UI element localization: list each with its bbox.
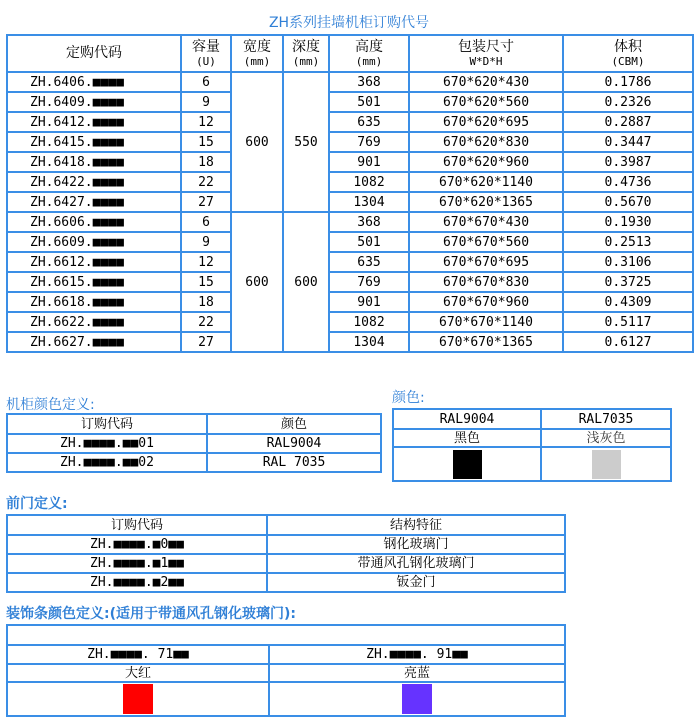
trim-color-code-blue: ZH.■■■■. 91■■ (269, 645, 565, 664)
cabinet-color-table (6, 413, 382, 473)
capacity-cell: 18 (181, 152, 231, 172)
depth-cell: 550 (283, 72, 329, 212)
colors-table (392, 408, 672, 482)
width-cell: 600 (231, 72, 283, 212)
volume-cell: 0.5670 (563, 192, 693, 212)
main-header-cell (329, 35, 409, 72)
order-code-cell: ZH.6412.■■■■ (7, 112, 181, 132)
main-header-unit: (U) (196, 55, 216, 68)
volume-cell: 0.3106 (563, 252, 693, 272)
order-code-cell: ZH.6409.■■■■ (7, 92, 181, 112)
volume-cell: 0.4309 (563, 292, 693, 312)
table-row (7, 232, 693, 252)
depth-cell: 600 (283, 212, 329, 352)
main-order-table (6, 34, 694, 353)
order-code-cell: ZH.6418.■■■■ (7, 152, 181, 172)
main-header-cell (409, 35, 563, 72)
height-cell: 501 (329, 92, 409, 112)
package-size-cell: 670*620*960 (409, 152, 563, 172)
cabinet-color-code: ZH.■■■■.■■02 (7, 453, 207, 472)
front-door-table (6, 514, 566, 593)
height-cell: 368 (329, 212, 409, 232)
front-door-code: ZH.■■■■.■0■■ (7, 535, 267, 554)
order-code-cell: ZH.6609.■■■■ (7, 232, 181, 252)
front-door-section-title: 前门定义: (6, 496, 68, 512)
color-name-light-gray: 浅灰色 (541, 429, 671, 447)
capacity-cell: 22 (181, 312, 231, 332)
capacity-cell: 9 (181, 232, 231, 252)
color-code-ral9004: RAL9004 (393, 409, 541, 429)
package-size-cell: 670*670*1140 (409, 312, 563, 332)
package-size-cell: 670*670*830 (409, 272, 563, 292)
main-table-header-row (7, 35, 693, 72)
main-header-unit: (mm) (292, 55, 320, 68)
main-header-unit: (CBM) (611, 55, 645, 68)
front-door-feature: 带通风孔钢化玻璃门 (267, 554, 565, 573)
black-swatch (453, 450, 482, 479)
order-code-cell: ZH.6618.■■■■ (7, 292, 181, 312)
package-size-cell: 670*670*695 (409, 252, 563, 272)
package-size-cell: 670*620*1365 (409, 192, 563, 212)
order-code-cell: ZH.6622.■■■■ (7, 312, 181, 332)
cabinet-color-value: RAL9004 (207, 434, 381, 453)
height-cell: 501 (329, 232, 409, 252)
cabinet-color-code: ZH.■■■■.■■01 (7, 434, 207, 453)
table-row (7, 212, 693, 232)
trim-color-section-title: 装饰条颜色定义:(适用于带通风孔钢化玻璃门): (6, 606, 296, 622)
volume-cell: 0.2513 (563, 232, 693, 252)
main-header-label: 容量 (192, 39, 220, 55)
table-row (7, 132, 693, 152)
main-header-label: 定购代码 (66, 45, 122, 61)
height-cell: 1304 (329, 192, 409, 212)
package-size-cell: 670*620*1140 (409, 172, 563, 192)
main-header-label: 深度 (292, 39, 320, 55)
front-door-feature: 钣金门 (267, 573, 565, 592)
trim-color-code-red: ZH.■■■■. 71■■ (7, 645, 269, 664)
capacity-cell: 9 (181, 92, 231, 112)
order-code-cell: ZH.6427.■■■■ (7, 192, 181, 212)
package-size-cell: 670*620*695 (409, 112, 563, 132)
volume-cell: 0.2887 (563, 112, 693, 132)
trim-color-table (6, 624, 566, 717)
package-size-cell: 670*670*560 (409, 232, 563, 252)
capacity-cell: 6 (181, 72, 231, 92)
table-row (7, 152, 693, 172)
red-swatch (123, 684, 153, 714)
trim-swatch-cell (7, 682, 269, 716)
cabinet-color-header-code: 订购代码 (7, 414, 207, 434)
main-header-cell (7, 35, 181, 72)
main-header-unit: (mm) (355, 55, 383, 68)
height-cell: 769 (329, 272, 409, 292)
order-code-cell: ZH.6606.■■■■ (7, 212, 181, 232)
front-door-header-code: 订购代码 (7, 515, 267, 535)
cabinet-color-section-title: 机柜颜色定义: (6, 397, 95, 413)
volume-cell: 0.6127 (563, 332, 693, 352)
main-header-cell (563, 35, 693, 72)
order-code-cell: ZH.6627.■■■■ (7, 332, 181, 352)
main-header-label: 高度 (355, 39, 383, 55)
main-header-label: 宽度 (243, 39, 271, 55)
cabinet-color-header-color: 颜色 (207, 414, 381, 434)
bright-blue-swatch (402, 684, 432, 714)
main-header-label: 体积 (614, 39, 642, 55)
height-cell: 769 (329, 132, 409, 152)
main-header-unit: W*D*H (469, 55, 503, 68)
table-row (7, 112, 693, 132)
trim-swatch-cell (269, 682, 565, 716)
main-header-cell (283, 35, 329, 72)
table-row (7, 92, 693, 112)
order-code-cell: ZH.6415.■■■■ (7, 132, 181, 152)
order-code-cell: ZH.6422.■■■■ (7, 172, 181, 192)
volume-cell: 0.1930 (563, 212, 693, 232)
capacity-cell: 15 (181, 272, 231, 292)
table-row (7, 292, 693, 312)
capacity-cell: 12 (181, 252, 231, 272)
height-cell: 635 (329, 112, 409, 132)
table-row (7, 172, 693, 192)
color-swatch-cell (541, 447, 671, 481)
color-name-black: 黑色 (393, 429, 541, 447)
volume-cell: 0.5117 (563, 312, 693, 332)
capacity-cell: 27 (181, 192, 231, 212)
package-size-cell: 670*670*430 (409, 212, 563, 232)
colors-section-title: 颜色: (392, 390, 425, 406)
height-cell: 635 (329, 252, 409, 272)
front-door-code: ZH.■■■■.■2■■ (7, 573, 267, 592)
page-title: ZH系列挂墙机柜订购代号 (268, 15, 430, 31)
main-header-cell (231, 35, 283, 72)
capacity-cell: 18 (181, 292, 231, 312)
table-row (7, 252, 693, 272)
capacity-cell: 15 (181, 132, 231, 152)
front-door-feature: 钢化玻璃门 (267, 535, 565, 554)
table-row (7, 332, 693, 352)
volume-cell: 0.1786 (563, 72, 693, 92)
order-code-cell: ZH.6615.■■■■ (7, 272, 181, 292)
height-cell: 1082 (329, 312, 409, 332)
color-code-ral7035: RAL7035 (541, 409, 671, 429)
volume-cell: 0.3987 (563, 152, 693, 172)
main-header-label: 包装尺寸 (458, 39, 514, 55)
package-size-cell: 670*620*430 (409, 72, 563, 92)
front-door-header-feature: 结构特征 (267, 515, 565, 535)
package-size-cell: 670*620*830 (409, 132, 563, 152)
volume-cell: 0.3725 (563, 272, 693, 292)
cabinet-color-value: RAL 7035 (207, 453, 381, 472)
front-door-code: ZH.■■■■.■1■■ (7, 554, 267, 573)
volume-cell: 0.3447 (563, 132, 693, 152)
trim-color-name-red: 大红 (7, 664, 269, 682)
order-code-cell: ZH.6406.■■■■ (7, 72, 181, 92)
height-cell: 1082 (329, 172, 409, 192)
table-row (7, 272, 693, 292)
volume-cell: 0.4736 (563, 172, 693, 192)
height-cell: 368 (329, 72, 409, 92)
order-code-cell: ZH.6612.■■■■ (7, 252, 181, 272)
trim-color-name-blue: 亮蓝 (269, 664, 565, 682)
main-header-unit: (mm) (243, 55, 271, 68)
capacity-cell: 22 (181, 172, 231, 192)
capacity-cell: 27 (181, 332, 231, 352)
package-size-cell: 670*670*1365 (409, 332, 563, 352)
capacity-cell: 12 (181, 112, 231, 132)
package-size-cell: 670*620*560 (409, 92, 563, 112)
main-header-cell (181, 35, 231, 72)
table-row (7, 312, 693, 332)
capacity-cell: 6 (181, 212, 231, 232)
package-size-cell: 670*670*960 (409, 292, 563, 312)
height-cell: 901 (329, 292, 409, 312)
table-row (7, 192, 693, 212)
color-swatch-cell (393, 447, 541, 481)
light-gray-swatch (592, 450, 621, 479)
table-row (7, 72, 693, 92)
height-cell: 901 (329, 152, 409, 172)
volume-cell: 0.2326 (563, 92, 693, 112)
trim-color-blank-header (7, 625, 565, 645)
height-cell: 1304 (329, 332, 409, 352)
width-cell: 600 (231, 212, 283, 352)
